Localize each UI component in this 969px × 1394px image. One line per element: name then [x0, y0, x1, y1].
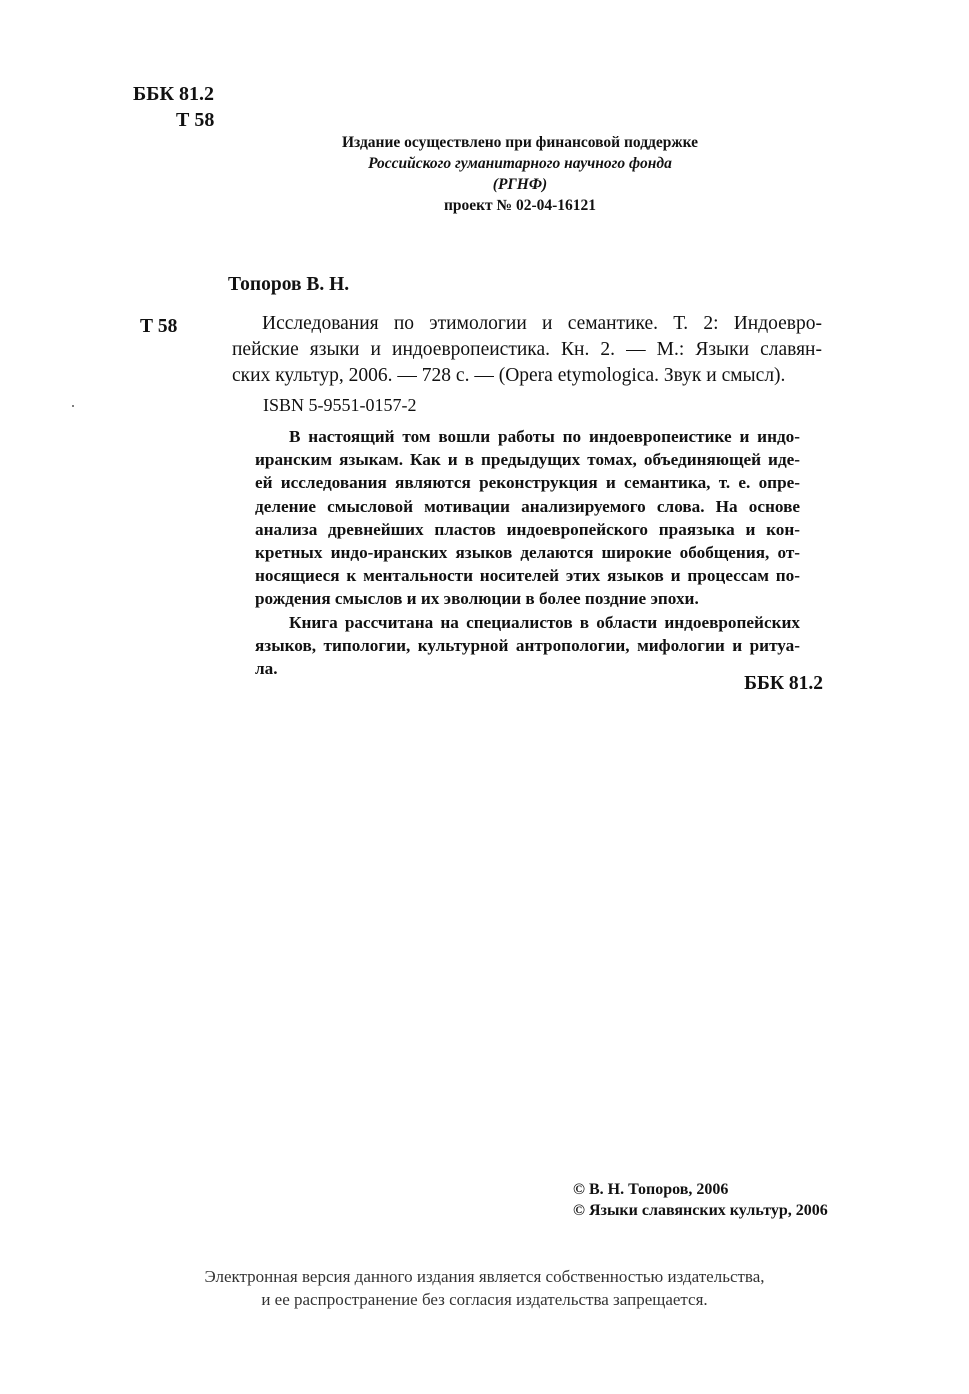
annotation-line-6: кретных индо-иранских языков делаются широкие обобщения, от-	[255, 543, 800, 563]
annotation-line-8: рождения смыслов и их эволюции в более поздние эпохи.	[255, 589, 699, 609]
notice-line-1: Электронная версия данного издания является собственностью издательства,	[204, 1267, 765, 1286]
annotation-line-3: ей исследования являются реконструкция и семантика, т. е. опре-	[255, 473, 800, 493]
annotation-line-9: Книга рассчитана на специалистов в области индоевропейских	[289, 612, 800, 632]
annotation-line-11: ла.	[255, 659, 278, 679]
annotation-line-4: деление смысловой мотивации анализируемого слова. На основе	[255, 496, 800, 516]
author-sign-top: Т 58	[176, 109, 215, 131]
funding-line-2: Российского гуманитарного научного фонда	[368, 155, 672, 172]
funding-line-4: проект № 02-04-16121	[443, 197, 597, 214]
copyright-publisher: © Языки славянских культур, 2006	[573, 1202, 828, 1219]
biblio-line-3: ских культур, 2006. — 728 с. — (Opera etymologica. Звук и смысл).	[232, 365, 786, 386]
funding-line-1: Издание осуществлено при финансовой поддержке	[341, 134, 699, 151]
copyright-author: © В. Н. Топоров, 2006	[573, 1181, 729, 1198]
funding-line-3: (РГНФ)	[492, 176, 548, 193]
annotation-line-2: иранским языкам. Как и в предыдущих томах, объединяющей иде-	[255, 450, 800, 470]
annotation-line-10: языков, типологии, культурной антропологии, мифологии и ритуа-	[255, 635, 800, 655]
annotation-line-7: носящиеся к ментальности носителей этих языков и процессам по-	[255, 566, 800, 586]
annotation	[255, 425, 800, 680]
isbn: ISBN 5-9551-0157-2	[263, 395, 417, 415]
scan-speck	[72, 405, 74, 407]
electronic-version-notice	[0, 1265, 969, 1311]
bbk-code-top: ББК 81.2	[133, 83, 214, 105]
author-heading: Топоров В. Н.	[228, 274, 350, 295]
notice-line-2: и ее распространение без согласия издательства запрещается.	[261, 1290, 708, 1309]
bibliographic-description	[232, 311, 822, 389]
copyright-block	[573, 1179, 828, 1221]
biblio-line-2: пейские языки и индоевропеистика. Кн. 2. — М.: Языки славян-	[232, 339, 822, 360]
biblio-line-1: Исследования по этимологии и семантике. Т. 2: Индоевро-	[262, 313, 822, 334]
funding-note	[300, 132, 740, 216]
annotation-line-1: В настоящий том вошли работы по индоевропеистике и индо-	[289, 427, 800, 446]
annotation-line-5: анализа древнейших пластов индоевропейского праязыка и кон-	[255, 519, 800, 539]
bbk-code-bottom: ББК 81.2	[744, 673, 823, 694]
author-sign-left: Т 58	[140, 316, 178, 337]
